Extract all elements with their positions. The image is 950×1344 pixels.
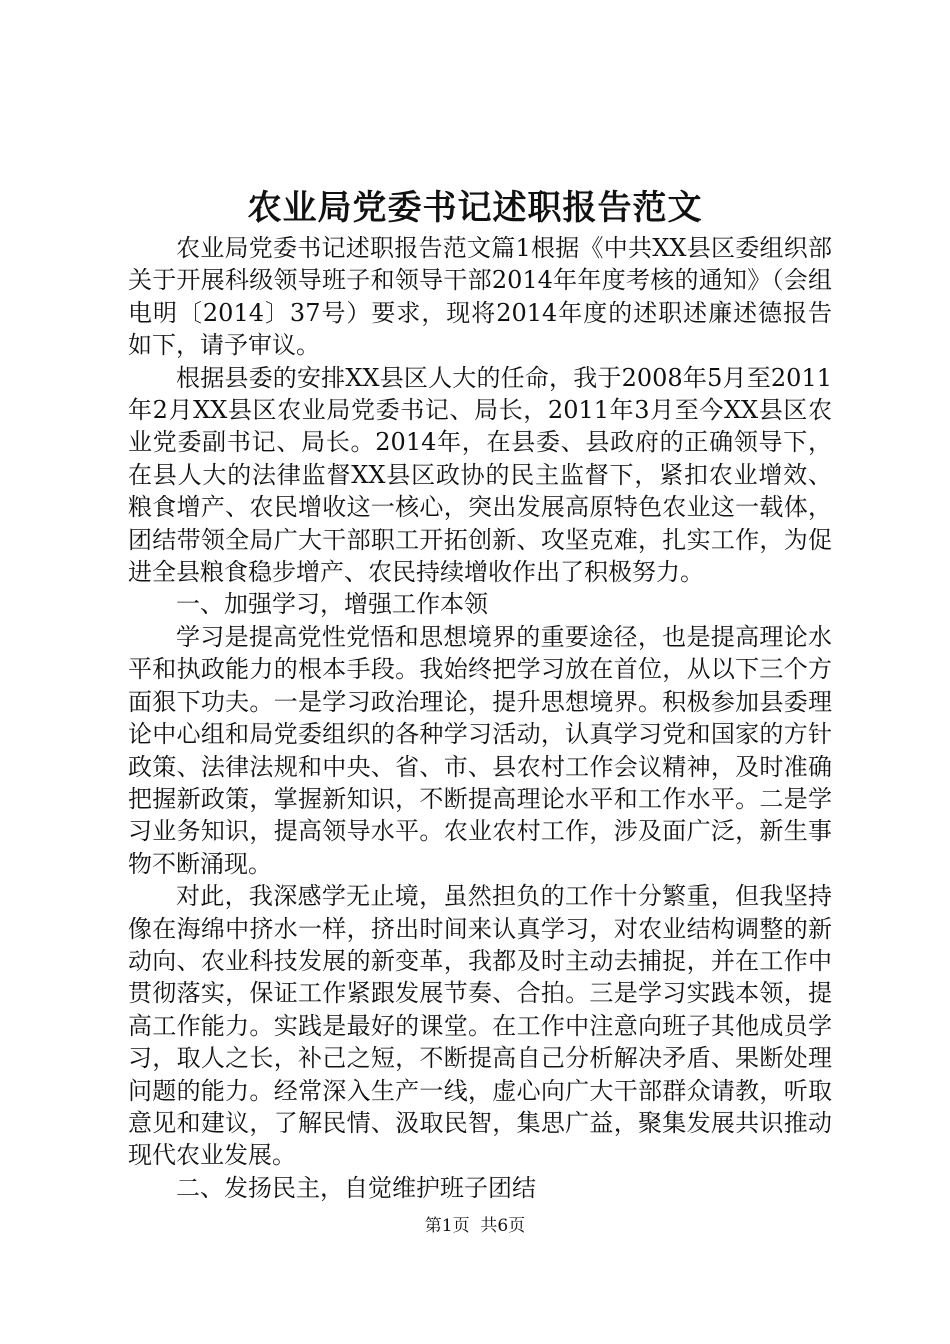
footer-spacer [470, 1216, 481, 1236]
page-number: 第1页 [424, 1216, 470, 1236]
document-title: 农业局党委书记述职报告范文 [247, 188, 703, 228]
section-heading-1: 一、加强学习，增强工作本领 [176, 590, 488, 619]
page-total: 共6页 [480, 1216, 526, 1236]
section1-paragraph: 对此，我深感学无止境，虽然担负的工作十分繁重，但我坚持像在海绵中挤水一样，挤出时间来认真学习，对农业结构调整的新动向、农业科技发展的新变革，我都及时主动去捕捉，并在工作中贯彻落实，保证工作紧跟发展节奏、合拍。三是学习实践本领，提高工作能力。实践是最好的课堂。在工作中注意向班子其他成员学习，取人之长，补己之短，不断提高自己分析解决矛盾、果断处理问题的能力。经常深入生产一线，虚心向广大干部群众请教，听取意见和建议，了解民情、汲取民智，集思广益，聚集发展共识推动现代农业发展。 [128, 882, 832, 1170]
section1-paragraph: 学习是提高党性党悟和思想境界的重要途径，也是提高理论水平和执政能力的根本手段。我始终把学习放在首位，从以下三个方面狠下功夫。一是学习政治理论，提升思想境界。积极参加县委理论中心组和局党委组织的各种学习活动，认真学习党和国家的方针政策、法律法规和中央、省、市、县农村工作会议精神，及时准确把握新政策，掌握新知识，不断提高理论水平和工作水平。二是学习业务知识，提高领导水平。农业农村工作，涉及面广泛，新生事物不断涌现。 [128, 622, 832, 878]
page-footer [0, 1214, 950, 1238]
document-body [128, 232, 832, 1204]
section-heading-2: 二、发扬民主，自觉维护班子团结 [176, 1173, 536, 1202]
background-paragraph: 根据县委的安排XX县区人大的任命，我于2008年5月至2011年2月XX县区农业局党委书记、局长，2011年3月至今XX县区农业党委副书记、局长。2014年，在县委、县政府的正确领导下，在县人大的法律监督XX县区政协的民主监督下，紧扣农业增效、粮食增产、农民增收这一核心，突出发展高原特色农业这一载体，团结带领全局广大干部职工开拓创新、攻坚克难，扎实工作，为促进全县粮食稳步增产、农民持续增收作出了积极努力。 [128, 363, 832, 587]
intro-paragraph: 农业局党委书记述职报告范文篇1根据《中共XX县区委组织部关于开展科级领导班子和领导干部2014年年度考核的通知》（会组电明〔2014〕37号）要求，现将2014年度的述职述廉述德报告如下，请予审议。 [128, 234, 832, 360]
